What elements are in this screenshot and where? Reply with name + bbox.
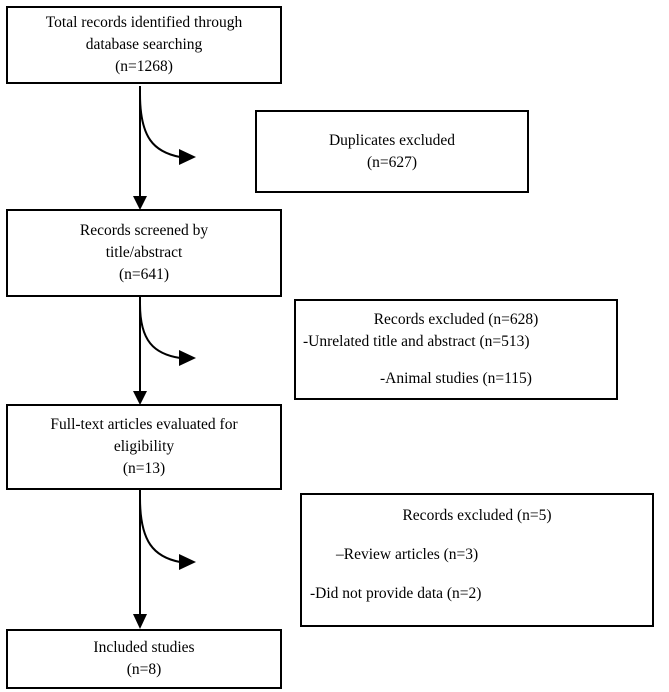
box-records-identified [6, 6, 282, 84]
text-line: (n=13) [122, 460, 166, 477]
text-line: -Animal studies (n=115) [380, 370, 532, 387]
arrow-fulltext-to-included [60, 490, 220, 630]
text-line: Records screened by [79, 222, 209, 239]
box-excluded-screening [294, 299, 618, 400]
text-line: Records excluded (n=628) [373, 311, 539, 328]
text-line: (n=627) [366, 153, 418, 171]
box-records-screened [6, 209, 282, 297]
text-line: Full-text articles evaluated for [50, 416, 238, 433]
text-line: –Review articles (n=3) [336, 546, 479, 563]
text-line: Records excluded (n=5) [402, 507, 552, 524]
text-line: Included studies [93, 639, 195, 656]
text-line: (n=1268) [115, 58, 173, 75]
text-line: Duplicates excluded [328, 131, 456, 149]
text-line: -Unrelated title and abstract (n=513) [303, 333, 530, 350]
arrow-identified-to-screened [60, 86, 220, 210]
text-line: -Did not provide data (n=2) [310, 585, 482, 602]
arrow-screened-to-fulltext [60, 297, 220, 405]
text-line: (n=641) [118, 266, 170, 283]
text-line: eligibility [113, 438, 175, 455]
text-line: Total records identified through [45, 14, 243, 31]
box-included-studies [6, 629, 282, 689]
text-line: title/abstract [105, 244, 183, 261]
box-excluded-fulltext [300, 493, 654, 627]
box-fulltext-evaluated [6, 404, 282, 490]
box-duplicates-excluded [255, 110, 529, 193]
text-line: database searching [85, 36, 203, 53]
text-line: (n=8) [126, 661, 162, 678]
